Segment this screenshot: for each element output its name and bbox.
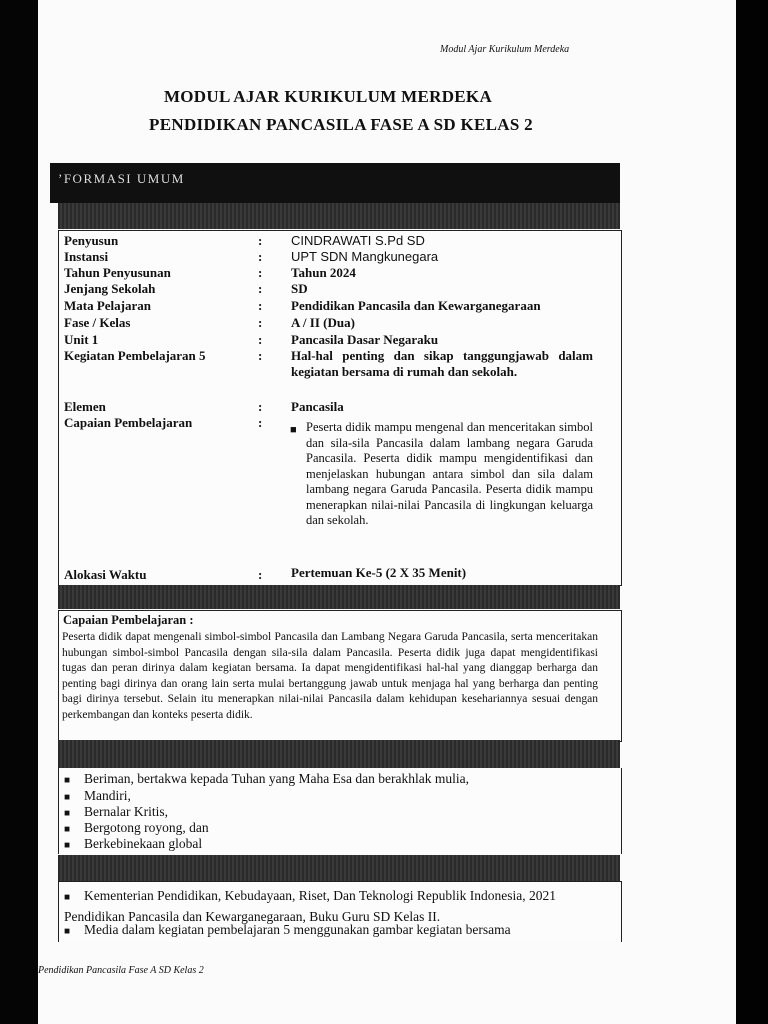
list-item: ■ Media dalam kegiatan pembelajaran 5 menggunakan gambar kegiatan bersama [64, 922, 511, 937]
value-tahun: Tahun 2024 [291, 265, 356, 280]
colon: : [258, 233, 263, 248]
value-unit: Pancasila Dasar Negaraku [291, 332, 439, 347]
value-kegiatan: Hal-hal penting dan sikap tanggungjawab dalam kegiatan bersama di rumah dan sekolah. [291, 348, 593, 379]
bullet-icon: ■ [64, 840, 71, 851]
label-fase: Fase / Kelas [64, 315, 131, 330]
colon: : [258, 348, 263, 363]
colon: : [258, 265, 263, 280]
label-elemen: Elemen [64, 399, 106, 414]
section-subbar-sarana [58, 855, 620, 881]
colon: : [258, 567, 263, 582]
capaian-text: Peserta didik dapat mengenali simbol-simbol Pancasila dan Lambang Negara Garuda Pancasila, serta menceritakan hubungan simbol-simbol Pancasila dengan sila-sila dalam Pancasila. Peserta didik juga dapat mengidentifikasi tugas dan peran dirinya dalam kegiatan bersama. Ia dapat mengidentifikasi hal-hal yang dianggap berharga dan penting bagi dirinya dan orang lain serta mulai bertanggung jawab untuk menjaga hal yang berharga dan penting bagi dirinya tersebut. Selain itu menerapkan nilai-nilai Pancasila dalam kehidupan kesehariannya sesuai dengan perkembangan dan konteks peserta didik. [62, 631, 598, 721]
bullet-icon: ■ [64, 808, 71, 819]
list-item: ■ Beriman, bertakwa kepada Tuhan yang Maha Esa dan berakhlak mulia, [64, 771, 470, 786]
label-kegiatan: Kegiatan Pembelajaran 5 [64, 348, 206, 363]
section-subbar-identitas [58, 203, 620, 229]
document-subtitle: PENDIDIKAN PANCASILA FASE A SD KELAS 2 [149, 115, 533, 134]
list-item: ■ Berkebinekaan global [64, 836, 203, 851]
page-footer: Pendidikan Pancasila Fase A SD Kelas 2 [38, 965, 204, 976]
bullet-icon: ■ [64, 926, 71, 937]
label-jenjang: Jenjang Sekolah [64, 281, 156, 296]
colon: : [258, 399, 263, 414]
scan-border-right [736, 0, 768, 1024]
value-instansi: UPT SDN Mangkunegara [291, 249, 439, 264]
colon: : [258, 415, 263, 430]
value-mapel: Pendidikan Pancasila dan Kewarganegaraan [291, 298, 541, 313]
label-tahun: Tahun Penyusunan [64, 265, 171, 280]
colon: : [258, 315, 263, 330]
value-capaian: Peserta didik mampu mengenal dan menceritakan simbol dan sila-sila Pancasila dalam lambang negara Garuda Pancasila. Peserta didik mampu mengidentifikasi dan menjelaskan hubungan antara simbol dan sila dalam lambang negara Garuda Pancasila. Peserta didik mampu menerapkan nilai-nilai Pancasila di lingkungan keluarga dan sekolah. [306, 420, 593, 527]
value-elemen: Pancasila [291, 399, 344, 414]
list-item: ■ Kementerian Pendidikan, Kebudayaan, Riset, Dan Teknologi Republik Indonesia, 2021 Pendidikan Pancasila dan Kewarganegaraan, Buku Guru SD Kelas II. [64, 888, 556, 924]
section-subbar-profil [58, 740, 620, 768]
list-item: ■ Bergotong royong, dan [64, 820, 209, 835]
value-fase: A / II (Dua) [291, 315, 355, 330]
list-item: ■ Bernalar Kritis, [64, 804, 168, 819]
colon: : [258, 332, 263, 347]
capaian-title: Capaian Pembelajaran : [63, 613, 194, 627]
value-penyusun: CINDRAWATI S.Pd SD [291, 233, 425, 248]
document-title: MODUL AJAR KURIKULUM MERDEKA [163, 87, 493, 106]
label-capaian: Capaian Pembelajaran [64, 415, 193, 430]
label-instansi: Instansi [64, 249, 109, 264]
list-item: ■ Mandiri, [64, 788, 131, 803]
scan-border-left [0, 0, 38, 1024]
colon: : [258, 298, 263, 313]
bullet-icon: ■ [64, 792, 71, 803]
section-bar-label: ’FORMASI UMUM [58, 171, 185, 186]
colon: : [258, 249, 263, 264]
section-bar-informasi-umum [50, 163, 620, 203]
bullet-icon: ■ [64, 775, 71, 786]
colon: : [258, 281, 263, 296]
section-subbar-kompetensi [58, 585, 620, 609]
bullet-icon: ■ [290, 424, 297, 436]
bullet-icon: ■ [64, 824, 71, 835]
value-jenjang: SD [291, 281, 308, 296]
label-alokasi: Alokasi Waktu [64, 567, 147, 582]
bullet-icon: ■ [64, 892, 71, 903]
label-penyusun: Penyusun [64, 233, 119, 248]
value-alokasi: Pertemuan Ke-5 (2 X 35 Menit) [291, 565, 467, 580]
label-mapel: Mata Pelajaran [64, 298, 152, 313]
label-unit: Unit 1 [64, 332, 99, 347]
running-header: Modul Ajar Kurikulum Merdeka [440, 44, 570, 55]
